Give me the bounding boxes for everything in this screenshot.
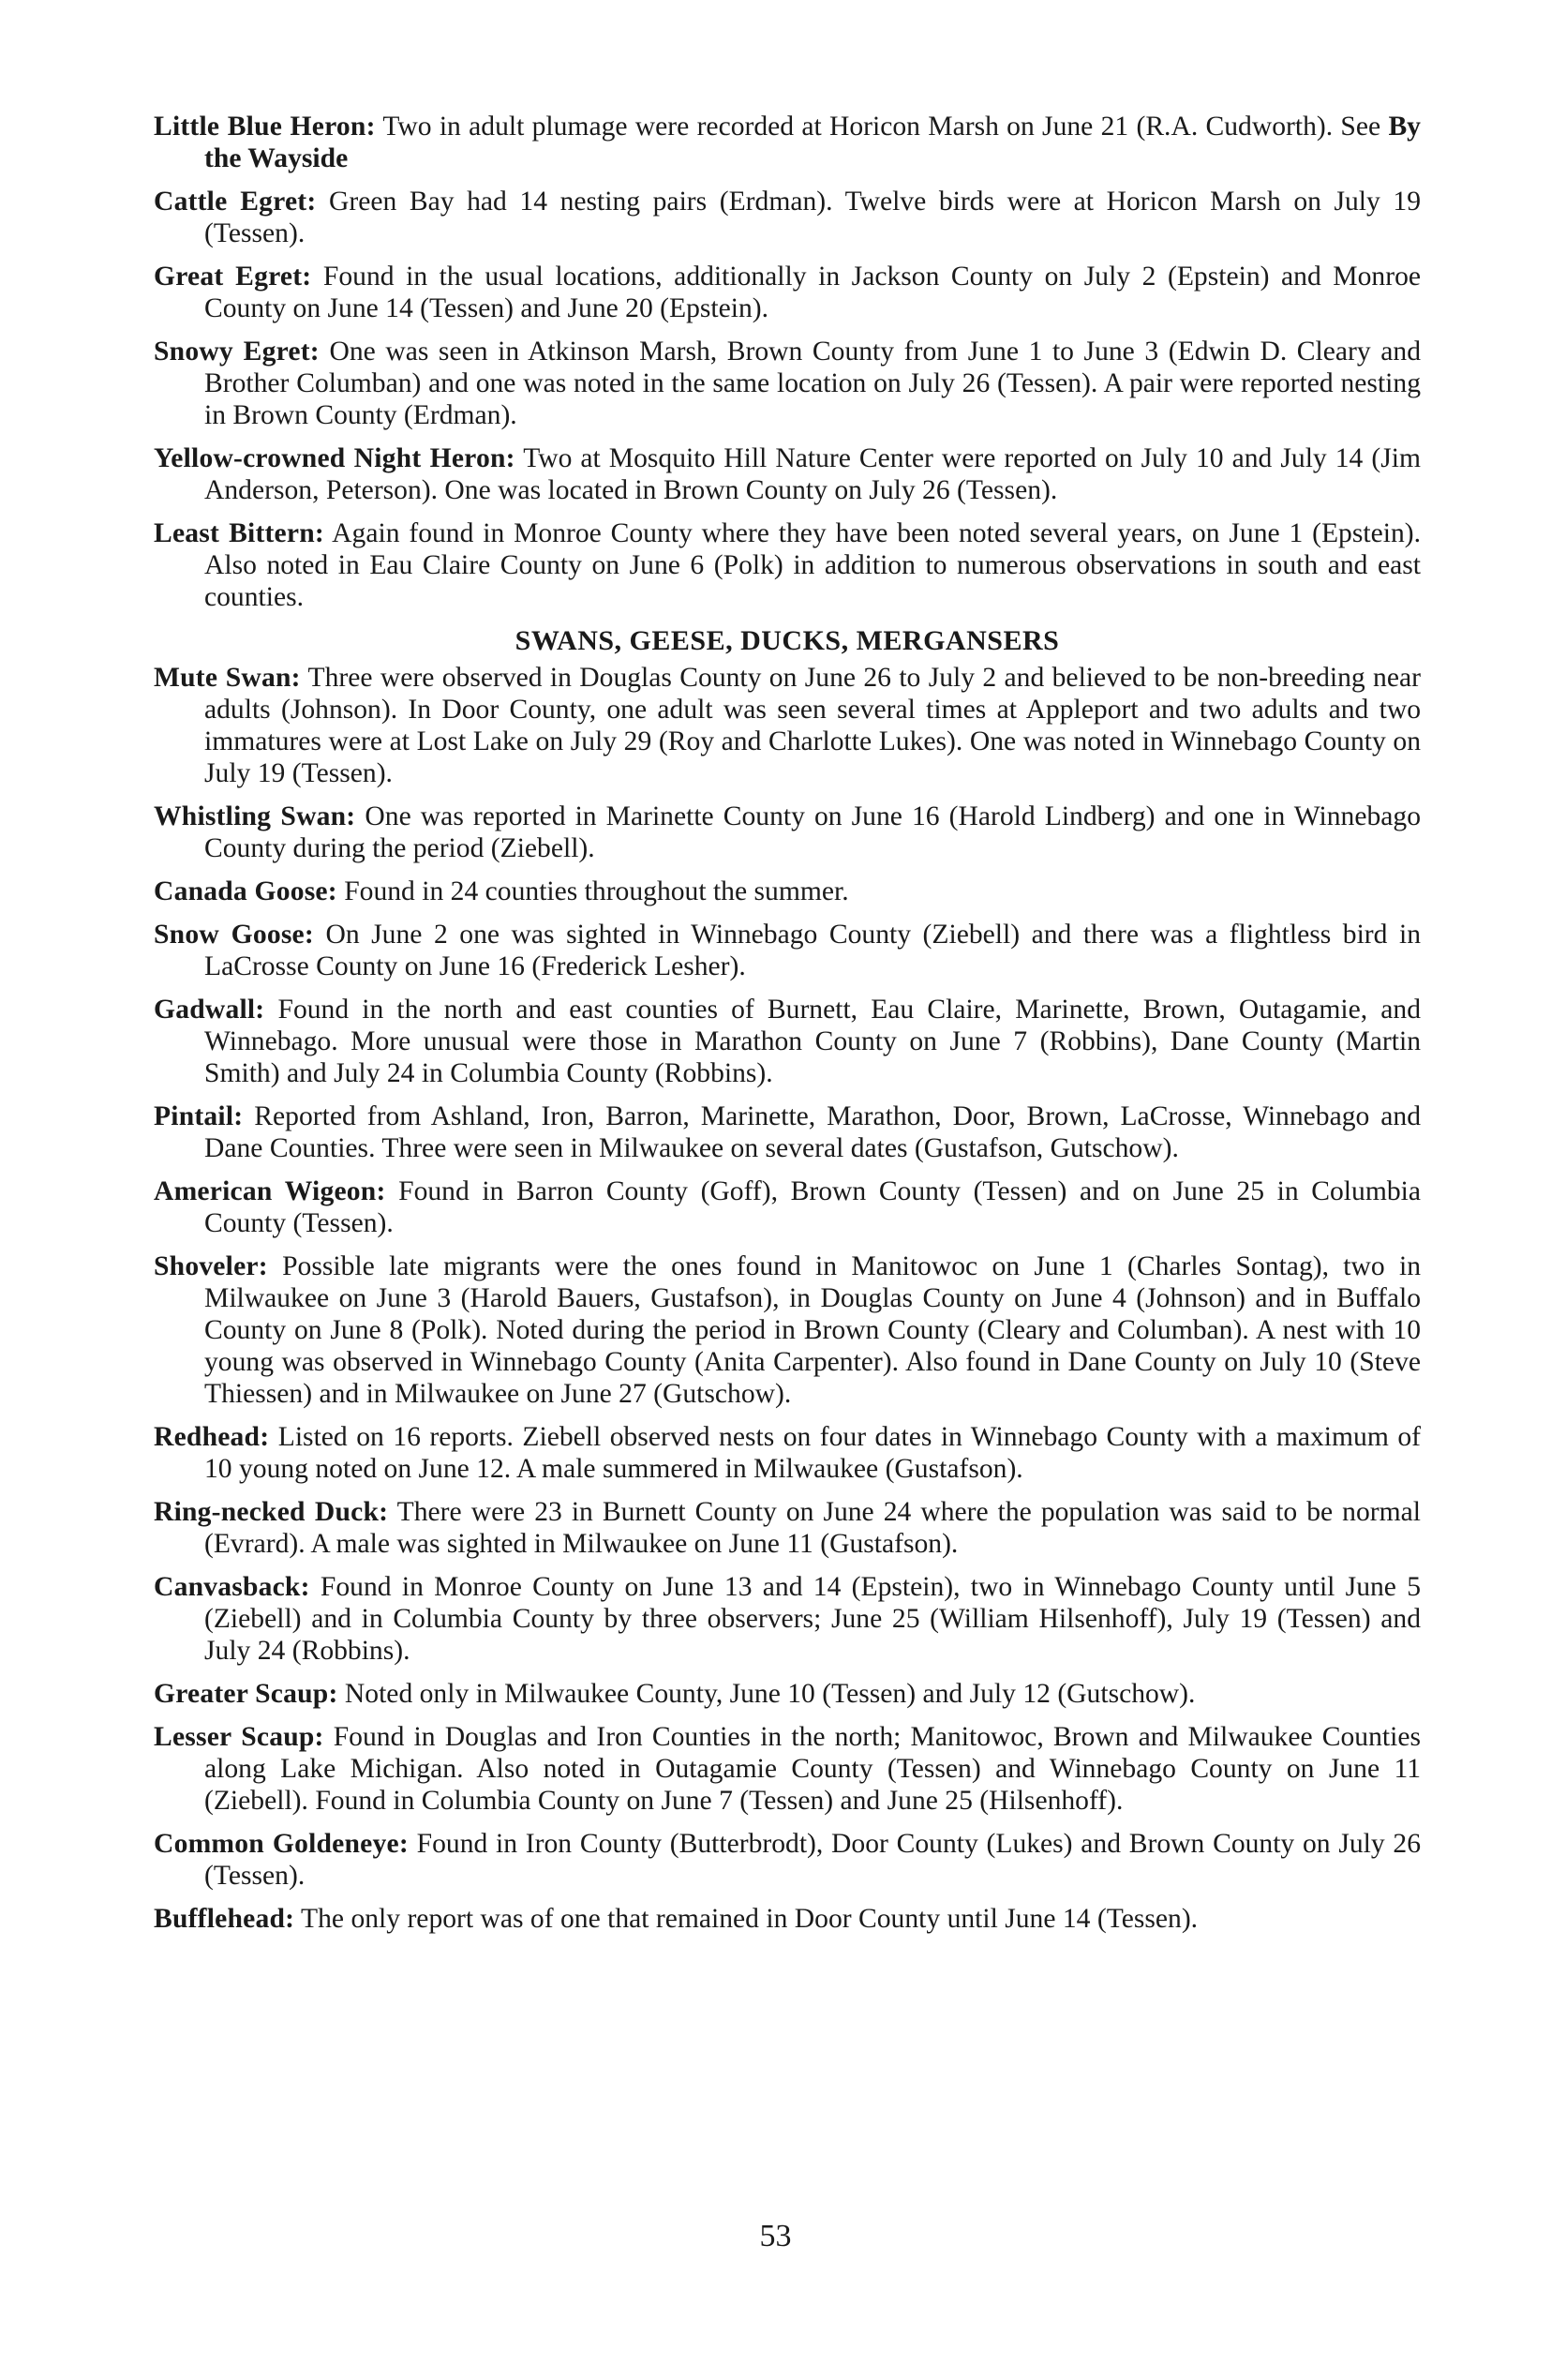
entry-pintail bbox=[154, 1100, 1421, 1164]
entry-mute-swan bbox=[154, 662, 1421, 789]
entry-text: Two in adult plumage were recorded at Horicon Marsh on June 21 (R.A. Cudworth). See bbox=[375, 112, 1389, 142]
species-name: Whistling Swan: bbox=[154, 801, 356, 831]
entry-text: Found in the north and east counties of Burnett, Eau Claire, Marinette, Brown, Outagamie, and Winnebago. More unusual were those in Marathon County on June 7 (Robbins), Dane County (Martin Smith) and July 24 in Columbia County (Robbins). bbox=[204, 995, 1421, 1088]
species-name: Lesser Scaup: bbox=[154, 1722, 324, 1752]
entry-text: Found in Iron County (Butterbrodt), Door County (Lukes) and Brown County on July 26 (Tessen). bbox=[204, 1829, 1421, 1891]
species-name: Common Goldeneye: bbox=[154, 1829, 409, 1859]
entry-text: Found in Douglas and Iron Counties in the north; Manitowoc, Brown and Milwaukee Counties along Lake Michigan. Also noted in Outagamie County (Tessen) and Winnebago County on June 11 (Ziebell). Found in Columbia County on June 7 (Tessen) and June 25 (Hilsenhoff). bbox=[204, 1722, 1421, 1816]
entry-text: Found in Monroe County on June 13 and 14 (Epstein), two in Winnebago County until June 5 (Ziebell) and in Columbia County by three observers; June 25 (William Hilsenhoff), July 19 (Tessen) and July 24 (Robbins). bbox=[204, 1572, 1421, 1666]
species-name: Bufflehead: bbox=[154, 1904, 295, 1934]
page-number: 53 bbox=[759, 2219, 792, 2253]
entry-text: Green Bay had 14 nesting pairs (Erdman). Twelve birds were at Horicon Marsh on July 19 (Tessen). bbox=[204, 187, 1421, 248]
entry-shoveler bbox=[154, 1250, 1421, 1410]
entry-ring-necked-duck bbox=[154, 1496, 1421, 1560]
entry-gadwall bbox=[154, 994, 1421, 1089]
entry-little-blue-heron bbox=[154, 111, 1421, 174]
entry-text: Found in 24 counties throughout the summer. bbox=[336, 876, 849, 906]
cross-reference: By the Wayside bbox=[204, 112, 1421, 173]
entry-text: Listed on 16 reports. Ziebell observed nests on four dates in Winnebago County with a maximum of 10 young noted on June 12. A male summered in Milwaukee (Gustafson). bbox=[204, 1422, 1421, 1484]
species-name: Yellow-crowned Night Heron: bbox=[154, 443, 515, 473]
entry-text: Noted only in Milwaukee County, June 10 (Tessen) and July 12 (Gutschow). bbox=[337, 1679, 1196, 1709]
entry-lesser-scaup bbox=[154, 1721, 1421, 1817]
entry-text: On June 2 one was sighted in Winnebago County (Ziebell) and there was a flightless bird in LaCrosse County on June 16 (Frederick Lesher). bbox=[204, 920, 1421, 981]
entry-text: The only report was of one that remained in Door County until June 14 (Tessen). bbox=[294, 1904, 1199, 1934]
entry-whistling-swan bbox=[154, 801, 1421, 864]
entry-text: One was reported in Marinette County on June 16 (Harold Lindberg) and one in Winnebago County during the period (Ziebell). bbox=[204, 801, 1421, 863]
entry-snow-goose bbox=[154, 919, 1421, 982]
page-content bbox=[154, 111, 1421, 1946]
entry-cattle-egret bbox=[154, 186, 1421, 249]
species-name: American Wigeon: bbox=[154, 1176, 386, 1206]
section-heading: SWANS, GEESE, DUCKS, MERGANSERS bbox=[515, 625, 1060, 656]
species-name: Snowy Egret: bbox=[154, 337, 320, 367]
entry-text: Reported from Ashland, Iron, Barron, Marinette, Marathon, Door, Brown, LaCrosse, Winnebago and Dane Counties. Three were seen in Milwaukee on several dates (Gustafson, Gutschow). bbox=[204, 1101, 1421, 1163]
entry-canvasback bbox=[154, 1571, 1421, 1667]
entry-text: One was seen in Atkinson Marsh, Brown County from June 1 to June 3 (Edwin D. Cleary and Brother Columban) and one was noted in the same location on July 26 (Tessen). A pair were reported nesting in Brown County (Erdman). bbox=[204, 337, 1422, 430]
species-name: Least Bittern: bbox=[154, 518, 324, 548]
entry-least-bittern bbox=[154, 517, 1421, 613]
species-name: Canada Goose: bbox=[154, 876, 337, 906]
entry-redhead bbox=[154, 1421, 1421, 1485]
entry-text: Found in the usual locations, additionally in Jackson County on July 2 (Epstein) and Monroe County on June 14 (Tessen) and June 20 (Epstein). bbox=[204, 262, 1421, 323]
species-name: Snow Goose: bbox=[154, 920, 314, 950]
entry-snowy-egret bbox=[154, 336, 1421, 431]
entry-american-wigeon bbox=[154, 1175, 1421, 1239]
entry-text: Again found in Monroe County where they have been noted several years, on June 1 (Epstein). Also noted in Eau Claire County on June 6 (Polk) in addition to numerous observations in south and east counties. bbox=[204, 518, 1421, 612]
entry-text: Three were observed in Douglas County on June 26 to July 2 and believed to be non-breeding near adults (Johnson). In Door County, one adult was seen several times at Appleport and two adults and two immatures were at Lost Lake on July 29 (Roy and Charlotte Lukes). One was noted in Winnebago County on July 19 (Tessen). bbox=[204, 663, 1421, 788]
species-name: Canvasback: bbox=[154, 1572, 310, 1602]
species-name: Pintail: bbox=[154, 1101, 244, 1131]
entry-yellow-crowned-night-heron bbox=[154, 442, 1421, 506]
species-name: Great Egret: bbox=[154, 262, 312, 292]
species-name: Gadwall: bbox=[154, 995, 265, 1025]
entry-text: There were 23 in Burnett County on June 24 where the population was said to be normal (Evrard). A male was sighted in Milwaukee on June 11 (Gustafson). bbox=[204, 1497, 1421, 1559]
entry-great-egret bbox=[154, 261, 1421, 324]
entry-common-goldeneye bbox=[154, 1828, 1421, 1892]
species-name: Shoveler: bbox=[154, 1251, 268, 1281]
entry-text: Possible late migrants were the ones found in Manitowoc on June 1 (Charles Sontag), two in Milwaukee on June 3 (Harold Bauers, Gustafson), in Douglas County on June 4 (Johnson) and in Buffalo County on June 8 (Polk). Noted during the period in Brown County (Cleary and Columban). A nest with 10 young was observed in Winnebago County (Anita Carpenter). Also found in Dane County on July 10 (Steve Thiessen) and in Milwaukee on June 27 (Gutschow). bbox=[204, 1251, 1421, 1409]
entry-bufflehead bbox=[154, 1903, 1421, 1935]
species-name: Mute Swan: bbox=[154, 663, 301, 693]
species-name: Ring-necked Duck: bbox=[154, 1497, 389, 1527]
entry-text: Two at Mosquito Hill Nature Center were reported on July 10 and July 14 (Jim Anderson, Peterson). One was located in Brown County on July 26 (Tessen). bbox=[204, 443, 1421, 505]
entry-greater-scaup bbox=[154, 1678, 1421, 1710]
species-name: Redhead: bbox=[154, 1422, 270, 1452]
entry-text: Found in Barron County (Goff), Brown County (Tessen) and on June 25 in Columbia County (Tessen). bbox=[204, 1176, 1421, 1238]
species-name: Greater Scaup: bbox=[154, 1679, 338, 1709]
entry-canada-goose bbox=[154, 876, 1421, 907]
species-name: Cattle Egret: bbox=[154, 187, 317, 217]
species-name: Little Blue Heron: bbox=[154, 112, 376, 142]
